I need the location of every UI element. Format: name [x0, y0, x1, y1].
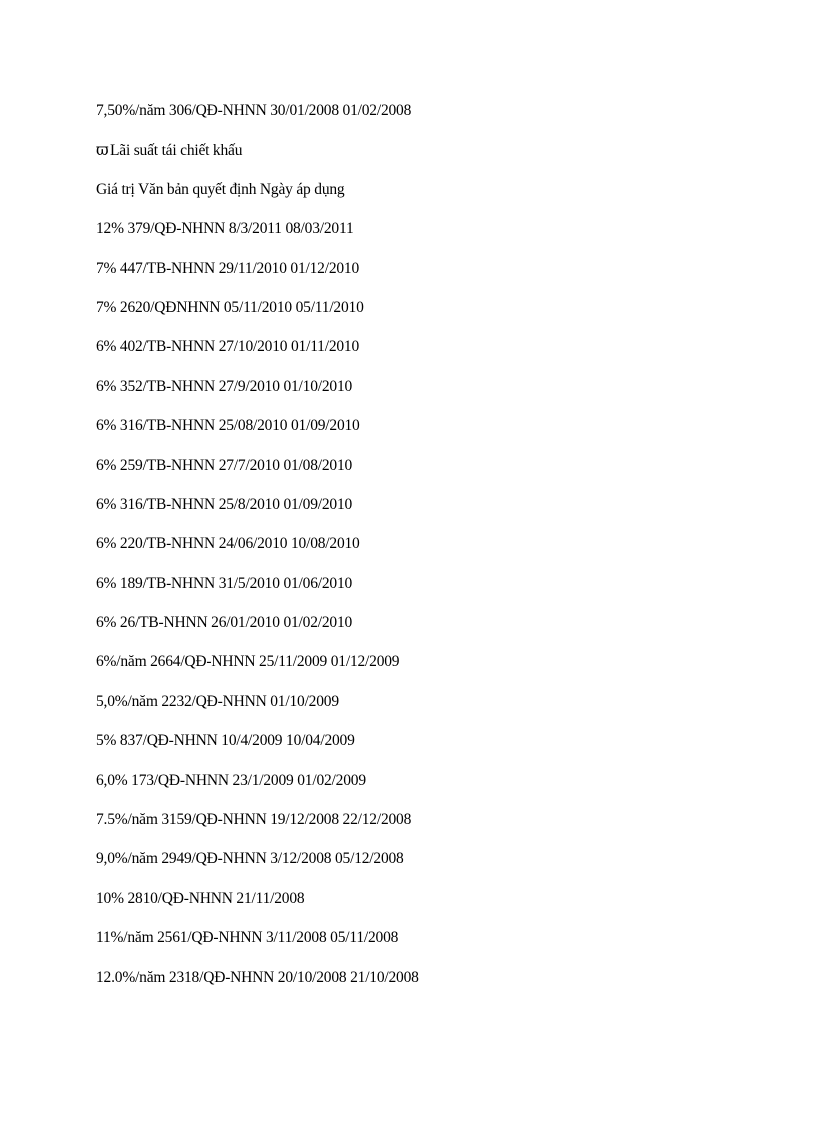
text-line: 6% 352/TB-NHNN 27/9/2010 01/10/2010 [96, 377, 353, 395]
text-line: 12.0%/năm 2318/QĐ-NHNN 20/10/2008 21/10/2008 [96, 968, 419, 986]
text-line: 5,0%/năm 2232/QĐ-NHNN 01/10/2009 [96, 692, 339, 710]
text-line: 6% 220/TB-NHNN 24/06/2010 10/08/2010 [96, 535, 360, 553]
text-line: 6% 26/TB-NHNN 26/01/2010 01/02/2010 [96, 614, 353, 632]
text-line: 7,50%/năm 306/QĐ-NHNN 30/01/2008 01/02/2008 [96, 102, 412, 119]
text-line: 9,0%/năm 2949/QĐ-NHNN 3/12/2008 05/12/2008 [96, 850, 404, 868]
text-line: 10% 2810/QĐ-NHNN 21/11/2008 [96, 889, 305, 907]
text-line: 7% 2620/QĐNHNN 05/11/2010 05/11/2010 [96, 298, 364, 316]
text-line: 6% 402/TB-NHNN 27/10/2010 01/11/2010 [96, 338, 360, 356]
text-line: 6% 189/TB-NHNN 31/5/2010 01/06/2010 [96, 574, 353, 592]
document-body [96, 101, 776, 1007]
text-line: 11%/năm 2561/QĐ-NHNN 3/11/2008 05/11/2008 [96, 929, 399, 947]
text-line: 6% 316/TB-NHNN 25/8/2010 01/09/2010 [96, 495, 353, 513]
section-heading [96, 140, 776, 160]
section-heading-text: Lãi suất tái chiết khấu [110, 142, 243, 160]
text-line: 12% 379/QĐ-NHNN 8/3/2011 08/03/2011 [96, 220, 354, 238]
text-line: 6,0% 173/QĐ-NHNN 23/1/2009 01/02/2009 [96, 771, 366, 789]
text-line: 6% 259/TB-NHNN 27/7/2010 01/08/2010 [96, 456, 353, 474]
text-line: 7.5%/năm 3159/QĐ-NHNN 19/12/2008 22/12/2008 [96, 811, 412, 829]
text-line: 6% 316/TB-NHNN 25/08/2010 01/09/2010 [96, 417, 360, 435]
text-line: 6%/năm 2664/QĐ-NHNN 25/11/2009 01/12/2009 [96, 653, 400, 671]
text-line: 7% 447/TB-NHNN 29/11/2010 01/12/2010 [96, 259, 360, 277]
text-line: 5% 837/QĐ-NHNN 10/4/2009 10/04/2009 [96, 732, 355, 750]
table-header-line: Giá trị Văn bản quyết định Ngày áp dụng [96, 180, 345, 198]
bullet-icon: ϖ [96, 141, 109, 160]
